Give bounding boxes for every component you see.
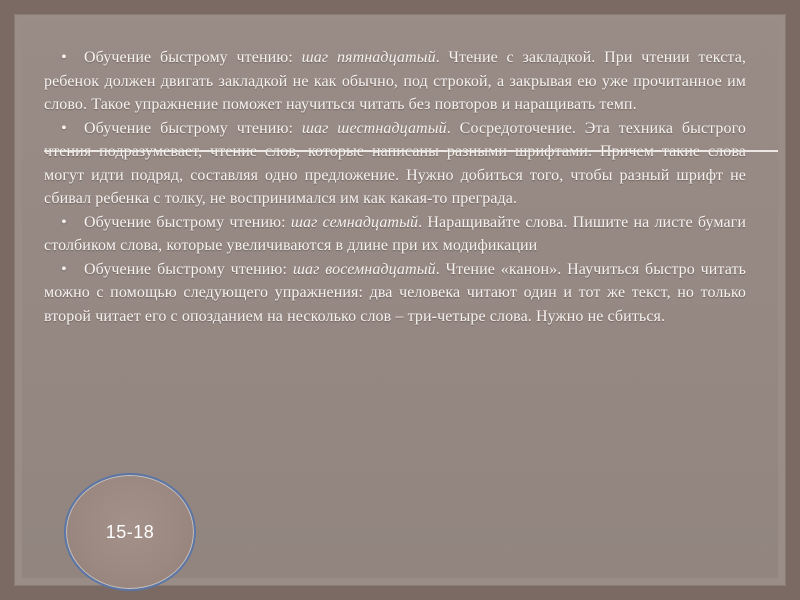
page-range-label: 15-18 <box>105 521 155 542</box>
slide-text <box>44 46 746 328</box>
item-text: . Чтение «канон». Научиться быстро читать можно с помощью следующего упражнения: два человека читают один и тот же текст, но только второй читает его с опозданием на несколько слов – три-четыре слова. Нужно не сбиться. <box>44 260 746 325</box>
item-lead: Обучение быстрому чтению: <box>84 49 302 66</box>
page-range-badge <box>64 473 196 591</box>
bullet-icon: • <box>61 119 67 137</box>
bullet-icon: • <box>61 49 67 66</box>
item-step: шаг шестнадцатый <box>301 119 447 137</box>
item-text: . Сосредоточение. Эта техника быстрого чтения подразумевает, чтение слов, которые написаны разными шрифтами. Причем такие слова могут идти подряд, составляя одно предложение. Нужно добиться того, чтобы разный шрифт не сбивал ребенка с толку, не воспринимался им как какая-то преграда. <box>44 119 746 207</box>
item-step: шаг семнадцатый <box>290 213 419 231</box>
bullet-icon: • <box>61 260 67 278</box>
list-item <box>44 46 746 117</box>
item-text: . Наращивайте слова. Пишите на листе бумаги столбиком слова, которые увеличиваются в длине при их модификации <box>44 213 746 254</box>
item-lead: Обучение быстрому чтению: <box>84 260 293 278</box>
item-text: . Чтение с закладкой. При чтении текста, ребенок должен двигать закладкой не как обычно, под строкой, а закрывая ею уже прочитанное им слово. Такое упражнение поможет научиться читать без повторов и наращивать темп. <box>44 49 746 113</box>
list-item <box>44 211 746 258</box>
item-lead: Обучение быстрому чтению: <box>84 119 302 137</box>
bullet-icon: • <box>61 213 67 231</box>
item-lead: Обучение быстрому чтению: <box>84 213 291 231</box>
item-step: шаг пятнадцатый <box>301 49 436 66</box>
list-item <box>44 117 746 211</box>
list-item <box>44 258 746 329</box>
item-step: шаг восемнадцатый <box>292 260 436 278</box>
